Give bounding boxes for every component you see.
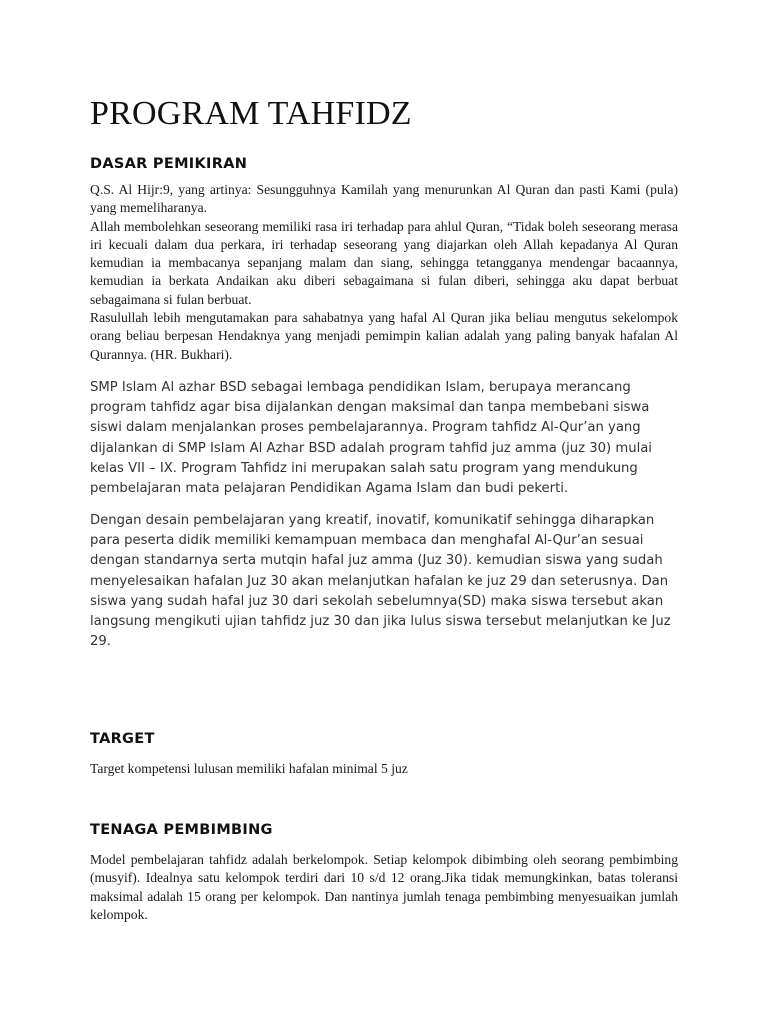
section-heading-target: TARGET: [90, 731, 155, 747]
dasar-pemikiran-quote-block: [90, 181, 678, 364]
tenaga-pembimbing-text: Model pembelajaran tahfidz adalah berkelompok. Setiap kelompok dibimbing oleh seorang pembimbing (musyif). Idealnya satu kelompok terdiri dari 10 s/d 12 orang.Jika tidak memungkinkan, batas toleransi maksimal adalah 15 orang per kelompok. Dan nantinya jumlah tenaga pembimbing menyesuaikan jumlah kelompok.: [90, 852, 678, 922]
quran-verse-paragraph: Q.S. Al Hijr:9, yang artinya: Sesungguhnya Kamilah yang menurunkan Al Quran dan pasti Kami (pula) yang memeliharanya.: [90, 182, 678, 216]
school-program-paragraph: SMP Islam Al azhar BSD sebagai lembaga pendidikan Islam, berupaya merancang program tahfidz agar bisa dijalankan dengan maksimal dan tanpa membebani siswa siswi dalam menjalankan proses pembelajarannya. Program tahfidz Al-Qur’an yang dijalankan di SMP Islam Al Azhar BSD adalah program tahfid juz amma (juz 30) mulai kelas VII – IX. Program Tahfidz ini merupakan salah satu program yang mendukung pembelajaran mata pelajaran Pendidikan Agama Islam dan budi pekerti.: [90, 380, 652, 497]
document-title: PROGRAM TAHFIDZ: [90, 95, 412, 132]
section-heading-tenaga-pembimbing: TENAGA PEMBIMBING: [90, 822, 273, 838]
section-heading-dasar-pemikiran: DASAR PEMIKIRAN: [90, 156, 248, 172]
learning-design-paragraph: Dengan desain pembelajaran yang kreatif, inovatif, komunikatif sehingga diharapkan para peserta didik memiliki kemampuan membaca dan menghafal Al-Qur’an sesuai dengan standarnya serta mutqin hafal juz amma (Juz 30). kemudian siswa yang sudah menyelesaikan hafalan Juz 30 akan melanjutkan hafalan ke juz 29 dan seterusnya. Dan siswa yang sudah hafal juz 30 dari sekolah sebelumnya(SD) maka siswa tersebut akan langsung mengikuti ujian tahfidz juz 30 dan jika lulus siswa tersebut melanjutkan ke Juz 29.: [90, 513, 671, 650]
hadith-iri-paragraph: Allah membolehkan seseorang memiliki rasa iri terhadap para ahlul Quran, “Tidak boleh seseorang merasa iri kecuali dalam dua perkara, iri terhadap seseorang yang diajarkan oleh Allah kepadanya Al Quran kemudian ia membacanya sepanjang malam dan siang, sehingga tetangganya mendengar bacaannya, kemudian ia berkata Andaikan aku diberi sebagaimana si fulan diberi, sehingga aku dapat berbuat sebagaimana si fulan berbuat.: [90, 218, 678, 307]
hadith-bukhari-paragraph: Rasulullah lebih mengutamakan para sahabatnya yang hafal Al Quran jika beliau mengutus sekelompok orang beliau berpesan Hendaknya yang menjadi pemimpin kalian adalah yang paling banyak hafalan Al Qurannya. (HR. Bukhari).: [90, 310, 678, 362]
target-text: Target kompetensi lulusan memiliki hafalan minimal 5 juz: [90, 761, 408, 776]
